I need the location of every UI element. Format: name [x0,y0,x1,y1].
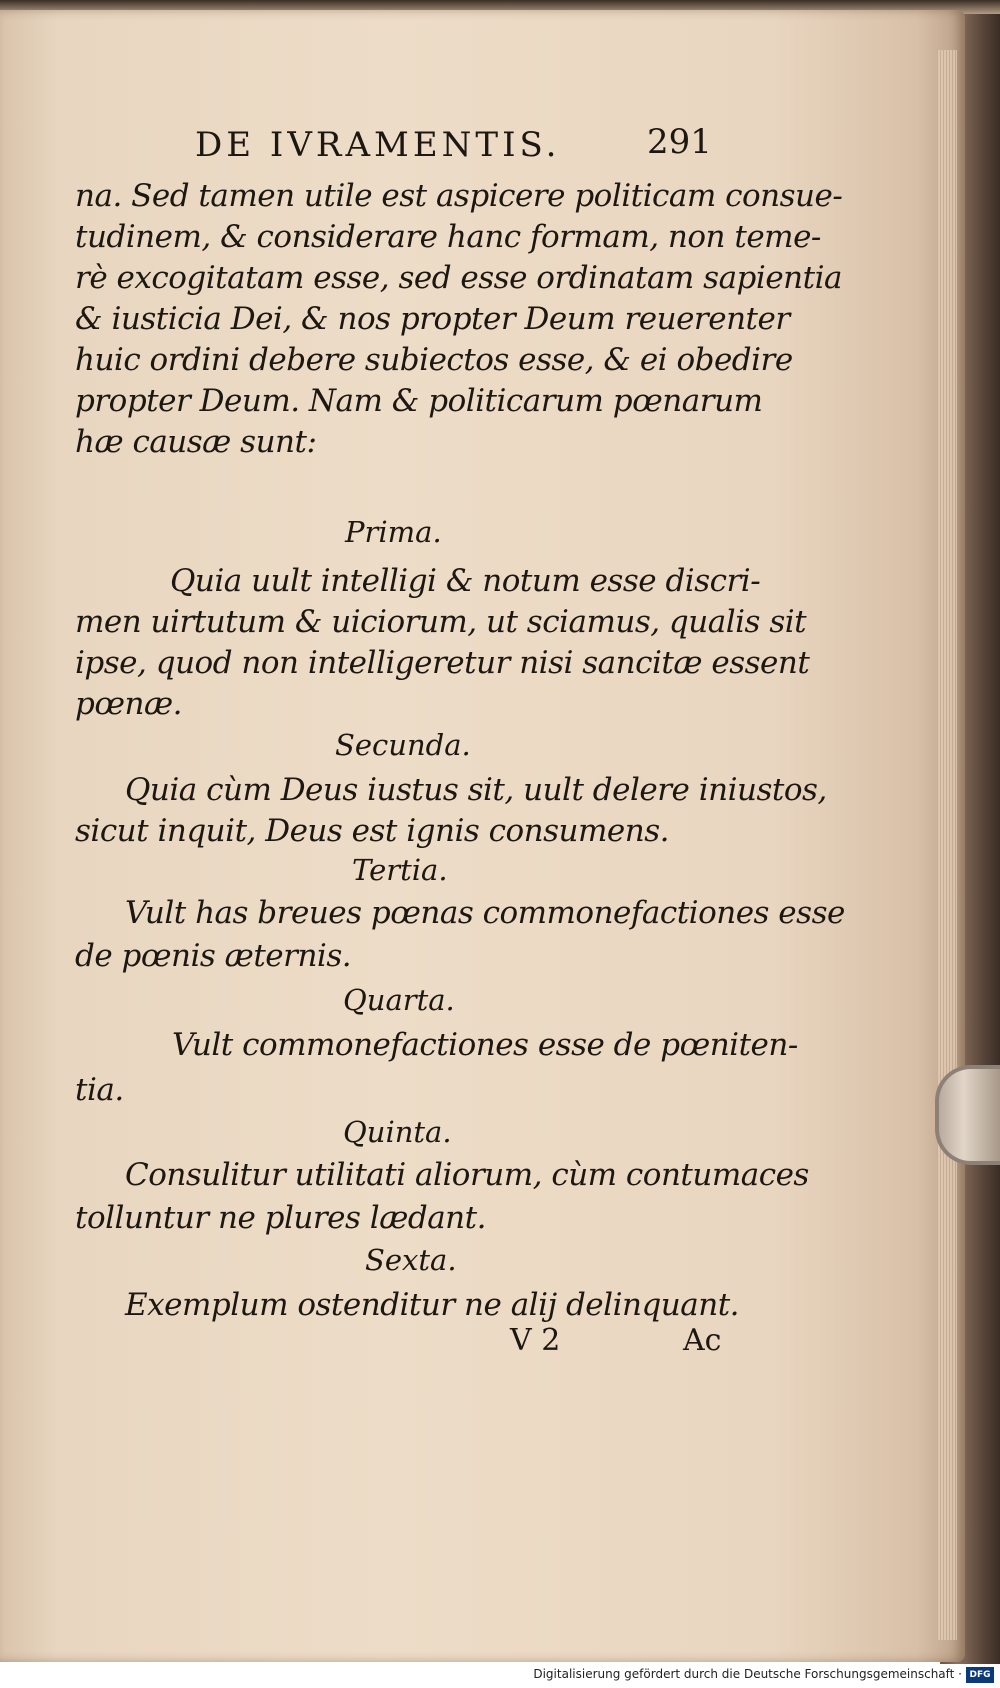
running-title: DE IVRAMENTIS. [195,125,561,165]
section-line: Consulitur utilitati aliorum, cùm contumaces [125,1157,809,1193]
body-line: rè excogitatam esse, sed esse ordinatam sapientia [75,260,842,296]
section-heading: Tertia. [352,853,448,887]
section-line: Vult has breues pœnas commonefactiones esse [125,895,845,931]
page-number: 291 [647,122,712,162]
section-heading: Quarta. [343,983,455,1017]
section-heading: Quinta. [343,1115,452,1149]
section-line: ipse, quod non intelligeretur nisi sancitæ essent [75,645,810,681]
body-line: propter Deum. Nam & politicarum pœnarum [75,383,763,419]
section-line: sicut inquit, Deus est ignis consumens. [75,813,669,849]
section-line: tia. [75,1072,124,1108]
section-line: Quia cùm Deus iustus sit, uult delere iniustos, [125,772,827,808]
body-line: huic ordini debere subiectos esse, & ei obedire [75,342,793,378]
body-line: tudinem, & considerare hanc formam, non teme- [75,219,821,255]
body-line: na. Sed tamen utile est aspicere politicam consue- [75,178,843,214]
section-line: tolluntur ne plures lædant. [75,1200,486,1236]
section-line: Exemplum ostenditur ne alij delinquant. [125,1287,740,1323]
section-heading: Sexta. [365,1243,457,1277]
catchword: Ac [683,1323,722,1358]
body-line: & iusticia Dei, & nos propter Deum reuerenter [75,301,790,337]
section-line: de pœnis æternis. [75,938,352,974]
body-line: hæ causæ sunt: [75,424,317,460]
credit-text: Digitalisierung gefördert durch die Deutsche Forschungsgemeinschaft · [533,1667,962,1681]
section-heading: Prima. [345,515,442,549]
section-line: Vult commonefactiones esse de pœniten- [172,1027,798,1063]
page-stack-edge [937,50,957,1640]
section-heading: Secunda. [335,728,471,762]
section-line: Quia uult intelligi & notum esse discri- [170,563,761,599]
section-line: pœnæ. [75,686,182,722]
clasp [935,1065,1000,1165]
section-line: men uirtutum & uiciorum, ut sciamus, qualis sit [75,604,807,640]
signature-mark: V 2 [510,1323,561,1358]
dfg-logo-icon: DFG [966,1667,994,1683]
